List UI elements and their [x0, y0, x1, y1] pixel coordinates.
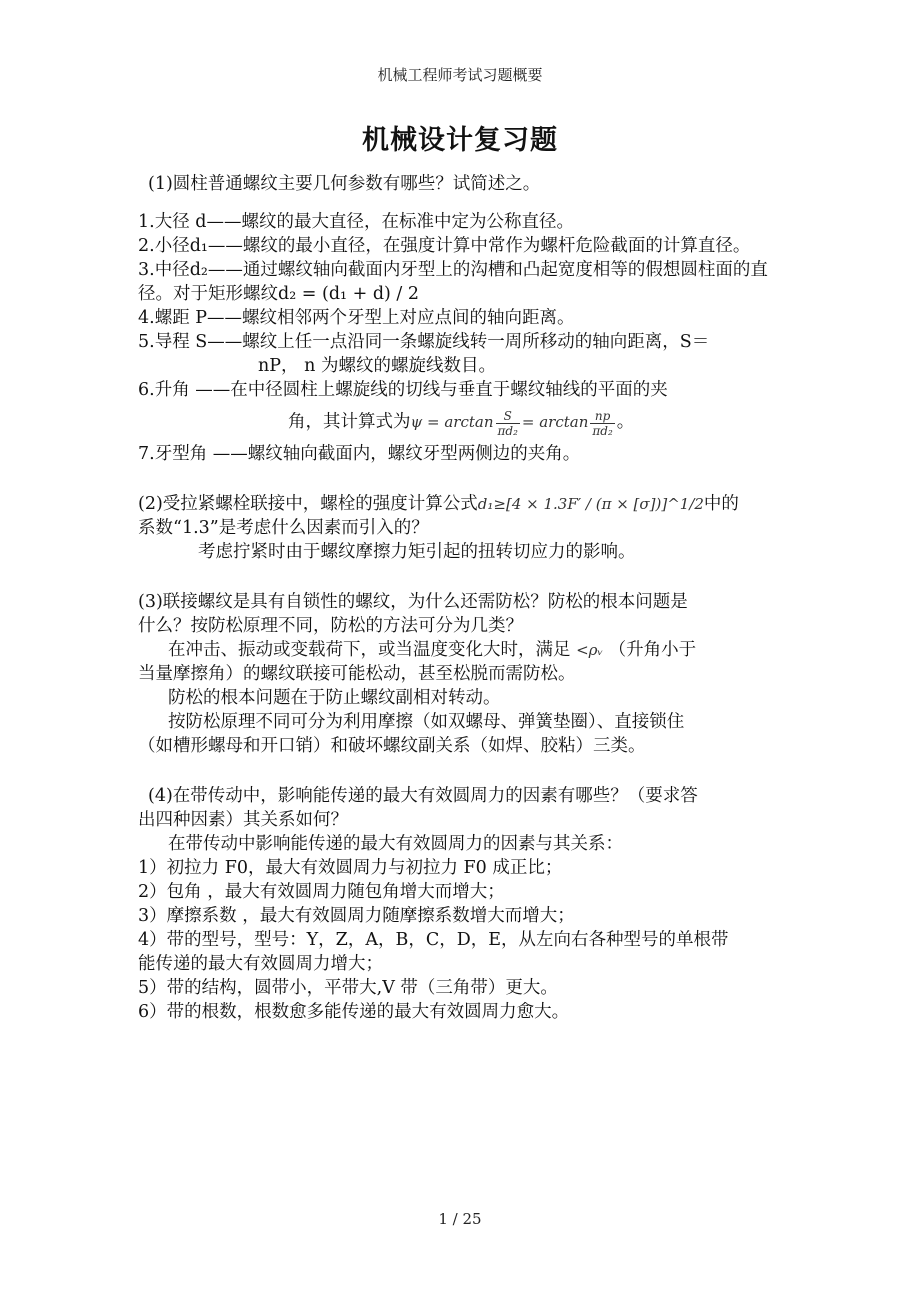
answer-3-line-3: 防松的根本问题在于防止螺纹副相对转动。: [168, 688, 501, 708]
page-header: 机械工程师考试习题概要: [377, 66, 543, 84]
q1-item-5: 5.导程 S——螺纹上任一点沿同一条螺旋线转一周所移动的轴向距离，S＝: [138, 332, 710, 352]
q4-item-3: 3）摩擦系数 ，最大有效圆周力随摩擦系数增大而增大；: [138, 906, 575, 926]
question-1: (1)圆柱普通螺纹主要几何参数有哪些？试简述之。: [148, 174, 541, 194]
question-4-cont: 出四种因素）其关系如何？: [138, 810, 348, 830]
bolt-strength-formula: d₁≥[4 × 1.3F′ / (π × [σ])]^1/2: [477, 495, 704, 513]
q4-item-1: 1）初拉力 F0，最大有效圆周力与初拉力 F0 成正比；: [138, 858, 563, 878]
q4-item-4-cont: 能传递的最大有效圆周力增大；: [138, 954, 383, 974]
answer-3-line-1: 在冲击、振动或变载荷下，或当温度变化大时，满足 <ρᵥ （升角小于: [168, 640, 697, 660]
page-number: 1 / 25: [438, 1210, 482, 1228]
q1-item-3: 3.中径d₂——通过螺纹轴向截面内牙型上的沟槽和凸起宽度相等的假想圆柱面的直径。对于矩形螺纹d₂ = (d₁ + d) / 2: [138, 260, 768, 304]
q1-item-1: 1.大径 d——螺纹的最大直径，在标准中定为公称直径。: [138, 212, 574, 232]
q4-item-4: 4）带的型号，型号：Y，Z，A，B，C，D，E，从左向右各种型号的单根带: [138, 930, 729, 950]
question-2-cont: 系数“1.3”是考虑什么因素而引入的？: [138, 518, 429, 538]
page-title: 机械设计复习题: [362, 125, 558, 156]
rho-v-symbol: <ρᵥ: [576, 641, 604, 659]
document-body: [138, 172, 788, 1024]
q1-item-7: 7.牙型角 ——螺纹轴向截面内，螺纹牙型两侧边的夹角。: [138, 444, 581, 464]
q4-item-5: 5）带的结构，圆带小，平带大,V 带（三角带）更大。: [138, 978, 558, 998]
answer-3-line-4: 按防松原理不同可分为利用摩擦（如双螺母、弹簧垫圈）、直接锁住: [168, 712, 685, 732]
question-2: (2)受拉紧螺栓联接中，螺栓的强度计算公式d₁≥[4 × 1.3F′ / (π × [σ])]^1/2中的: [138, 494, 739, 514]
answer-4-intro: 在带传动中影响能传递的最大有效圆周力的因素与其关系：: [168, 834, 623, 854]
question-3-cont: 什么？按防松原理不同，防松的方法可分为几类？: [138, 616, 523, 636]
q1-item-4: 4.螺距 P——螺纹相邻两个牙型上对应点间的轴向距离。: [138, 308, 575, 328]
psi-fraction-2: $\frac{np}{\text{πd₂}}$: [592, 408, 613, 438]
psi-fraction-1: $\frac{S}{\text{πd₂}}$: [497, 408, 518, 438]
question-3: (3)联接螺纹是具有自锁性的螺纹，为什么还需防松？防松的根本问题是: [138, 592, 688, 612]
answer-2: 考虑拧紧时由于螺纹摩擦力矩引起的扭转切应力的影响。: [198, 542, 636, 562]
q4-item-6: 6）带的根数，根数愈多能传递的最大有效圆周力愈大。: [138, 1002, 570, 1022]
question-4: (4)在带传动中，影响能传递的最大有效圆周力的因素有哪些？（要求答: [148, 786, 698, 806]
q1-item-5-cont: nP， n 为螺纹的螺旋线数目。: [258, 356, 496, 376]
q4-item-2: 2）包角 ，最大有效圆周力随包角增大而增大；: [138, 882, 505, 902]
psi-formula: ψ = arctan $\frac{S}{\text{πd₂}}$ = arctan $\frac{np}{\text{πd₂}}$: [410, 408, 613, 438]
q1-item-6-text: 角，其计算式为: [288, 412, 411, 432]
q1-item-6-cont: 角，其计算式为ψ = arctan $\frac{S}{\text{πd₂}}$ = arctan $\frac{np}{\text{πd₂}}$ 。: [288, 408, 635, 438]
q1-item-2: 2.小径d₁——螺纹的最小直径，在强度计算中常作为螺杆危险截面的计算直径。: [138, 236, 751, 256]
answer-3-line-2: 当量摩擦角）的螺纹联接可能松动，甚至松脱而需防松。: [138, 664, 576, 684]
q1-item-6: 6.升角 ——在中径圆柱上螺旋线的切线与垂直于螺纹轴线的平面的夹: [138, 380, 668, 400]
answer-3-line-5: （如槽形螺母和开口销）和破坏螺纹副关系（如焊、胶粘）三类。: [138, 736, 646, 756]
